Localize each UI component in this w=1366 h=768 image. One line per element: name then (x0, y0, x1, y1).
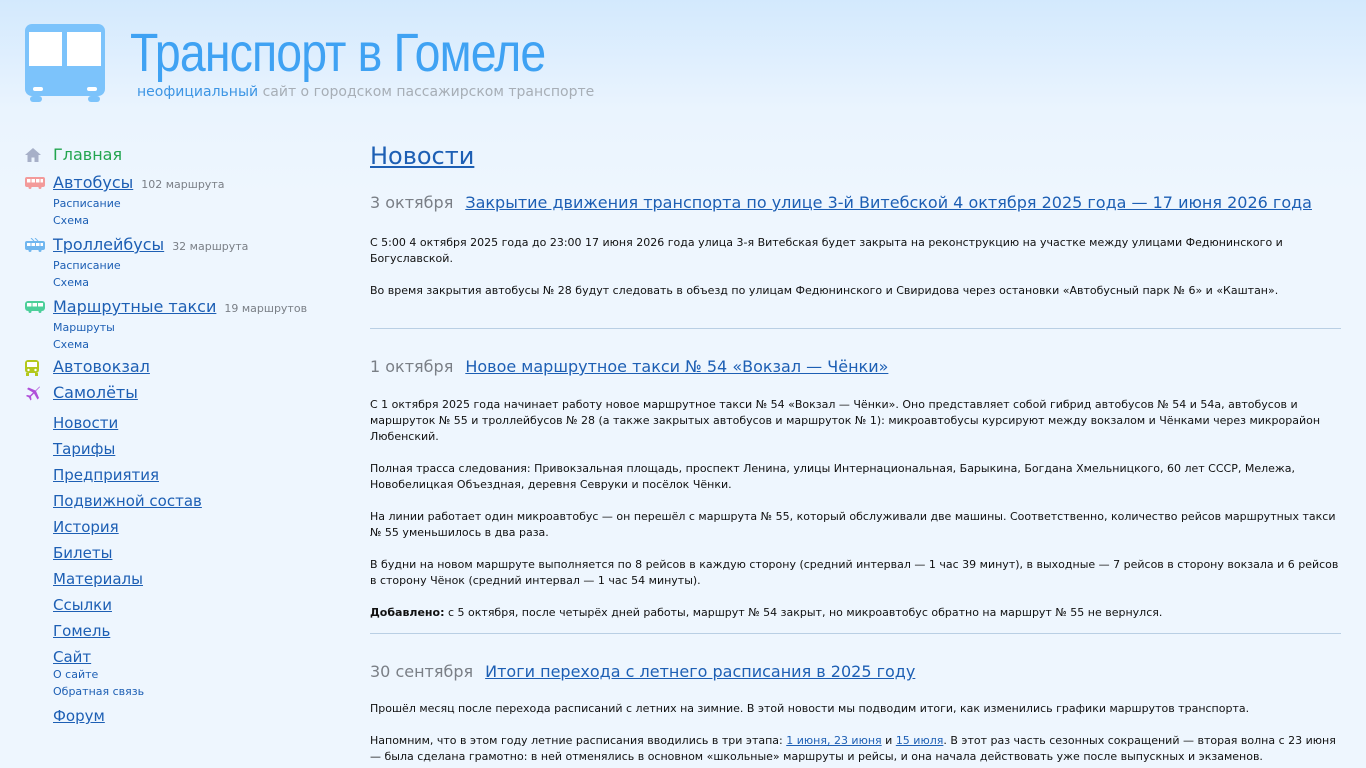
news-added-note (370, 605, 1341, 621)
materials-link[interactable]: Материалы (53, 570, 143, 588)
plane-icon (25, 386, 41, 402)
site-link[interactable]: Сайт (53, 648, 92, 666)
station-link[interactable]: Автовокзал (53, 357, 150, 376)
sidebar-item-forum (53, 707, 105, 725)
sidebar-item-site (53, 648, 91, 666)
sidebar-item-news (53, 414, 118, 432)
news-link[interactable]: Новости (53, 414, 119, 432)
feedback-link[interactable]: Обратная связь (53, 685, 145, 698)
sidebar-item-history (53, 518, 119, 536)
news-paragraph: С 5:00 4 октября 2025 года до 23:00 17 июня 2026 года улица 3-я Витебская будет закрыта на реконструкцию на участке между улицами Федюнинского и Богуславской. (370, 236, 1283, 265)
p2-and: и (881, 734, 896, 747)
p2-start: Напомним, что в этом году летние расписания вводились в три этапа: (370, 734, 787, 747)
news-item (370, 193, 1341, 299)
sidebar-item-companies (53, 466, 159, 484)
trolleybus-icon (25, 238, 45, 252)
minibus-icon (25, 301, 45, 313)
news-paragraph: В будни на новом маршруте выполняется по 8 рейсов в каждую сторону (средний интервал — 1 час 39 минут), в выходные — 7 рейсов в сторону вокзала и 6 рейсов в сторону Чёнок (средний интервал — 1 час 54 минуты). (370, 558, 1339, 587)
trolleybuses-link[interactable]: Троллейбусы (53, 235, 165, 254)
page-title (370, 142, 474, 170)
bus-station-icon (25, 360, 39, 376)
sidebar-item-buses (53, 173, 224, 192)
trolleybuses-count: 32 маршрута (172, 240, 249, 253)
added-label: Добавлено: (370, 606, 445, 619)
buses-count: 102 маршрута (141, 178, 225, 191)
news-paragraph: Во время закрытия автобусы № 28 будут следовать в объезд по улицам Федюнинского и Свиридова через остановки «Автобусный парк № 6» и «Каштан». (370, 284, 1279, 297)
fares-link[interactable]: Тарифы (53, 440, 116, 458)
bus-logo-icon[interactable] (25, 24, 105, 103)
subtitle-highlight: неофициальный (137, 84, 259, 100)
page-title-link[interactable]: Новости (370, 142, 475, 170)
news-item (370, 662, 1341, 765)
minibuses-count: 19 маршрутов (224, 302, 308, 315)
news-headline (370, 662, 1341, 681)
sidebar-item-home[interactable]: Главная (53, 145, 123, 164)
p2-end: . В этот раз часть сезонных сокращений — вторая волна с 23 июня — была сделана грамотно: в ней отменялись в основном «школьные» маршруты и рейсы, и она начала действовать уже после выпускных и экзаменов. (370, 734, 1336, 763)
sidebar-item-tickets (53, 544, 112, 562)
tickets-link[interactable]: Билеты (53, 544, 113, 562)
sidebar-item-planes (53, 383, 138, 402)
companies-link[interactable]: Предприятия (53, 466, 160, 484)
news-paragraph (370, 733, 1341, 765)
subtitle-text: сайт о городском пассажирском транспорте (258, 84, 595, 100)
news-date: 3 октября (370, 193, 454, 212)
news-headline (370, 193, 1341, 212)
buses-map-link[interactable]: Схема (53, 214, 89, 227)
planes-link[interactable]: Самолёты (53, 383, 138, 402)
sidebar-item-links (53, 596, 112, 614)
gomel-link[interactable]: Гомель (53, 622, 111, 640)
buses-schedule-link[interactable]: Расписание (53, 197, 121, 210)
news-paragraph: На линии работает один микроавтобус — он перешёл с маршрута № 55, который обслуживали две машины. Соответственно, количество рейсов маршрутных такси № 55 уменьшилось в два раза. (370, 510, 1336, 539)
news-date: 30 сентября (370, 662, 474, 681)
news-paragraph: Полная трасса следования: Привокзальная площадь, проспект Ленина, улицы Интернациональная, Барыкина, Богдана Хмельницкого, 60 лет СССР, Мележа, Новобелицкая Объездная, деревня Севруки и посёлок Чёнки. (370, 462, 1296, 491)
history-link[interactable]: История (53, 518, 119, 536)
site-subtitle (137, 84, 594, 100)
sidebar-item-minibuses (53, 297, 307, 316)
added-text: с 5 октября, после четырёх дней работы, маршрут № 54 закрыт, но микроавтобус обратно на маршрут № 55 не вернулся. (444, 606, 1163, 619)
sidebar-item-materials (53, 570, 143, 588)
news-divider (370, 328, 1341, 329)
trolleybuses-map-link[interactable]: Схема (53, 276, 89, 289)
minibuses-map-link[interactable]: Схема (53, 338, 89, 351)
rolling-stock-link[interactable]: Подвижной состав (53, 492, 202, 510)
news-headline (370, 357, 1341, 376)
news-title-link[interactable]: Итоги перехода с летнего расписания в 2025 году (485, 662, 916, 681)
sidebar-item-station (53, 357, 150, 376)
sidebar-item-gomel (53, 622, 110, 640)
news-item (370, 357, 1341, 621)
sidebar-item-rolling-stock (53, 492, 202, 510)
sidebar-item-fares (53, 440, 115, 458)
news-paragraph: Прошёл месяц после перехода расписаний с летних на зимние. В этой новости мы подводим итоги, как изменились графики маршрутов транспорта. (370, 702, 1250, 715)
buses-link[interactable]: Автобусы (53, 173, 134, 192)
bus-icon (25, 177, 45, 189)
minibuses-routes-link[interactable]: Маршруты (53, 321, 115, 334)
news-title-link[interactable]: Закрытие движения транспорта по улице 3-й Витебской 4 октября 2025 года — 17 июня 2026 года (465, 193, 1312, 212)
news-paragraph: С 1 октября 2025 года начинает работу новое маршрутное такси № 54 «Вокзал — Чёнки». Оно представляет собой гибрид автобусов № 54 и 54а, автобусов и маршруток № 55 и троллейбусов № 28 (а также закрытых автобусов и маршруток № 1): микроавтобусы курсируют между вокзалом и Чёнками через микрорайон Любенский. (370, 398, 1321, 443)
links-link[interactable]: Ссылки (53, 596, 112, 614)
summer-dates-link[interactable]: 1 июня, 23 июня (786, 734, 882, 747)
news-divider (370, 633, 1341, 634)
minibuses-link[interactable]: Маршрутные такси (53, 297, 217, 316)
news-date: 1 октября (370, 357, 454, 376)
trolleybuses-schedule-link[interactable]: Расписание (53, 259, 121, 272)
about-site-link[interactable]: О сайте (53, 668, 99, 681)
july-date-link[interactable]: 15 июля (895, 734, 944, 747)
home-icon (25, 148, 41, 162)
forum-link[interactable]: Форум (53, 707, 105, 725)
site-title[interactable]: Транспорт в Гомеле (130, 23, 546, 83)
sidebar-item-trolleybuses (53, 235, 248, 254)
news-title-link[interactable]: Новое маршрутное такси № 54 «Вокзал — Чёнки» (465, 357, 889, 376)
